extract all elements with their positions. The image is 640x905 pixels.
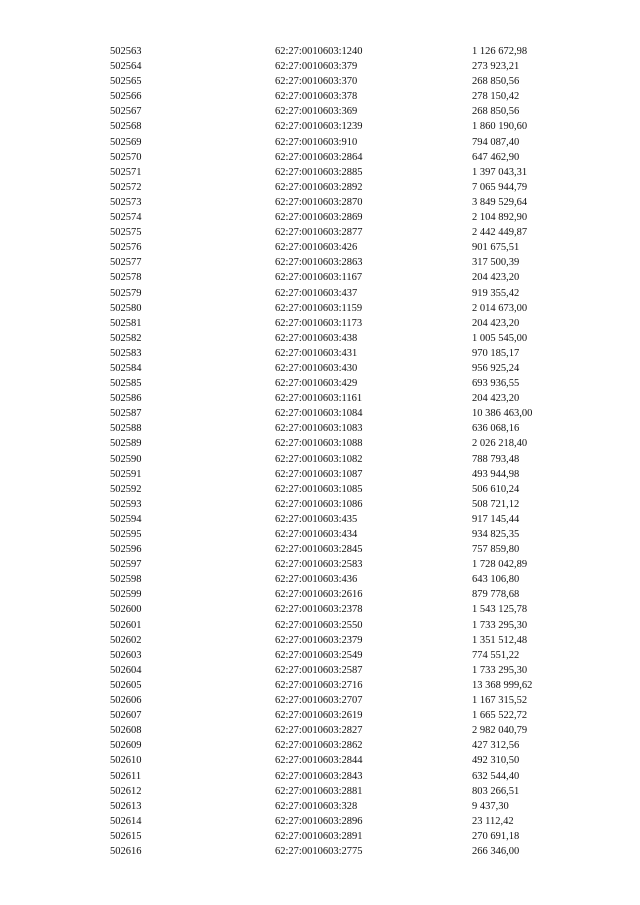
cadastral-value: 2 442 449,87: [472, 227, 528, 239]
cadastral-value: 204 423,20: [472, 317, 520, 329]
row-number: 502610: [110, 755, 142, 767]
row-number: 502607: [110, 710, 142, 722]
cadastral-value: 774 551,22: [472, 649, 520, 661]
table-row: [0, 255, 640, 270]
cadastral-number: 62:27:0010603:1173: [275, 317, 363, 329]
row-number: 502604: [110, 664, 142, 676]
row-number: 502584: [110, 362, 142, 374]
cadastral-value: 2 982 040,79: [472, 725, 528, 737]
cadastral-number: 62:27:0010603:2707: [275, 695, 363, 707]
cadastral-number: 62:27:0010603:1239: [275, 121, 363, 133]
table-row: [0, 270, 640, 285]
cadastral-value: 1 733 295,30: [472, 664, 528, 676]
cadastral-number: 62:27:0010603:2863: [275, 257, 363, 269]
row-number: 502568: [110, 121, 142, 133]
table-row: [0, 663, 640, 678]
cadastral-number: 62:27:0010603:2862: [275, 740, 363, 752]
cadastral-number: 62:27:0010603:1087: [275, 468, 363, 480]
row-number: 502565: [110, 76, 142, 88]
cadastral-number: 62:27:0010603:430: [275, 362, 358, 374]
cadastral-number: 62:27:0010603:437: [275, 287, 358, 299]
cadastral-number: 62:27:0010603:2891: [275, 830, 363, 842]
row-number: 502590: [110, 453, 142, 465]
row-number: 502573: [110, 196, 142, 208]
table-row: [0, 753, 640, 768]
row-number: 502609: [110, 740, 142, 752]
row-number: 502588: [110, 423, 142, 435]
table-row: [0, 195, 640, 210]
cadastral-number: 62:27:0010603:2892: [275, 181, 363, 193]
row-number: 502576: [110, 242, 142, 254]
table-row: [0, 829, 640, 844]
cadastral-value: 643 106,80: [472, 574, 520, 586]
cadastral-number: 62:27:0010603:2716: [275, 679, 363, 691]
cadastral-number: 62:27:0010603:370: [275, 76, 358, 88]
table-row: [0, 301, 640, 316]
row-number: 502585: [110, 378, 142, 390]
cadastral-number: 62:27:0010603:1088: [275, 438, 363, 450]
row-number: 502574: [110, 212, 142, 224]
cadastral-number: 62:27:0010603:434: [275, 529, 358, 540]
row-number: 502593: [110, 498, 142, 510]
cadastral-value: 803 266,51: [472, 785, 520, 797]
table-row: [0, 104, 640, 119]
table-row: [0, 165, 640, 180]
table-row: [0, 587, 640, 602]
table-row: [0, 346, 640, 361]
cadastral-number: 62:27:0010603:378: [275, 91, 358, 103]
cadastral-number: 62:27:0010603:2881: [275, 785, 363, 797]
row-number: 502598: [110, 574, 142, 586]
row-number: 502615: [110, 830, 142, 842]
cadastral-number: 62:27:0010603:2827: [275, 725, 363, 737]
cadastral-number: 62:27:0010603:910: [275, 136, 358, 148]
table-row: [0, 678, 640, 693]
cadastral-value: 10 386 463,00: [472, 408, 533, 420]
cadastral-number: 62:27:0010603:1159: [275, 302, 363, 314]
row-number: 502572: [110, 181, 142, 193]
row-number: 502608: [110, 725, 142, 737]
cadastral-value: 632 544,40: [472, 770, 520, 782]
row-number: 502614: [110, 815, 142, 827]
cadastral-number: 62:27:0010603:426: [275, 242, 358, 254]
cadastral-value: 919 355,42: [472, 287, 520, 299]
cadastral-number: 62:27:0010603:1082: [275, 453, 363, 465]
row-number: 502564: [110, 61, 142, 73]
table-row: [0, 799, 640, 814]
cadastral-number: 62:27:0010603:435: [275, 513, 358, 525]
cadastral-number: 62:27:0010603:436: [275, 574, 358, 586]
cadastral-value: 273 923,21: [472, 61, 520, 73]
row-number: 502583: [110, 347, 142, 359]
cadastral-value: 2 104 892,90: [472, 212, 528, 224]
cadastral-value: 270 691,18: [472, 830, 520, 842]
cadastral-value: 1 860 190,60: [472, 121, 528, 133]
row-number: 502612: [110, 785, 142, 797]
cadastral-value: 1 543 125,78: [472, 604, 528, 616]
cadastral-number: 62:27:0010603:2587: [275, 664, 363, 676]
table-row: [0, 708, 640, 723]
row-number: 502586: [110, 393, 142, 405]
cadastral-number: 62:27:0010603:1083: [275, 423, 363, 435]
table-row: [0, 648, 640, 663]
row-number: 502582: [110, 332, 142, 344]
table-row: [0, 572, 640, 587]
cadastral-value: 508 721,12: [472, 498, 520, 510]
table-row: [0, 361, 640, 376]
cadastral-value: 794 087,40: [472, 136, 520, 148]
cadastral-value: 1 005 545,00: [472, 332, 528, 344]
row-number: 502611: [110, 770, 142, 782]
table-row: [0, 497, 640, 512]
cadastral-number: 62:27:0010603:2870: [275, 196, 363, 208]
row-number: 502567: [110, 106, 142, 118]
cadastral-number: 62:27:0010603:2843: [275, 770, 363, 782]
cadastral-number: 62:27:0010603:2550: [275, 619, 363, 631]
row-number: 502605: [110, 679, 142, 691]
cadastral-value: 956 925,24: [472, 362, 520, 374]
cadastral-value: 879 778,68: [472, 589, 520, 601]
cadastral-value: 506 610,24: [472, 483, 520, 495]
row-number: 502587: [110, 408, 142, 420]
cadastral-value: 7 065 944,79: [472, 181, 528, 193]
table-row: [0, 814, 640, 829]
cadastral-value: 917 145,44: [472, 513, 520, 525]
row-number: 502602: [110, 634, 142, 646]
table-row: [0, 618, 640, 633]
table-row: [0, 527, 640, 542]
table-row: [0, 150, 640, 165]
row-number: 502599: [110, 589, 142, 601]
cadastral-number: 62:27:0010603:2549: [275, 649, 363, 661]
table-row: [0, 467, 640, 482]
row-number: 502603: [110, 649, 142, 661]
cadastral-number: 62:27:0010603:2616: [275, 589, 363, 601]
row-number: 502575: [110, 227, 142, 239]
cadastral-number: 62:27:0010603:2896: [275, 815, 363, 827]
row-number: 502600: [110, 604, 142, 616]
row-number: 502581: [110, 317, 142, 329]
row-number: 502578: [110, 272, 142, 284]
cadastral-value: 204 423,20: [472, 272, 520, 284]
table-row: [0, 452, 640, 467]
table-row: [0, 784, 640, 799]
cadastral-value: 13 368 999,62: [472, 679, 533, 691]
cadastral-value: 492 310,50: [472, 755, 520, 767]
table-row: [0, 286, 640, 301]
table-row: [0, 74, 640, 89]
table-row: [0, 436, 640, 451]
cadastral-number: 62:27:0010603:431: [275, 347, 358, 359]
table-row: [0, 331, 640, 346]
cadastral-number: 62:27:0010603:2877: [275, 227, 363, 239]
cadastral-number: 62:27:0010603:1240: [275, 46, 363, 57]
table-row: [0, 240, 640, 255]
row-number: 502595: [110, 529, 142, 540]
cadastral-number: 62:27:0010603:2619: [275, 710, 363, 722]
table-row: [0, 119, 640, 134]
cadastral-number: 62:27:0010603:1086: [275, 498, 363, 510]
row-number: 502591: [110, 468, 142, 480]
cadastral-value: 266 346,00: [472, 845, 520, 857]
cadastral-number: 62:27:0010603:1084: [275, 408, 363, 420]
cadastral-value: 1 665 522,72: [472, 710, 528, 722]
table-row: [0, 210, 640, 225]
cadastral-value: 278 150,42: [472, 91, 520, 103]
cadastral-number: 62:27:0010603:2864: [275, 151, 363, 163]
cadastral-number: 62:27:0010603:328: [275, 800, 358, 812]
table-row: [0, 482, 640, 497]
cadastral-value: 268 850,56: [472, 76, 520, 88]
table-row: [0, 738, 640, 753]
cadastral-value: 934 825,35: [472, 529, 520, 540]
table-row: [0, 316, 640, 331]
cadastral-value: 2 026 218,40: [472, 438, 528, 450]
table-row: [0, 633, 640, 648]
row-number: 502579: [110, 287, 142, 299]
cadastral-value: 647 462,90: [472, 151, 520, 163]
cadastral-value: 9 437,30: [472, 800, 509, 812]
cadastral-value: 2 014 673,00: [472, 302, 528, 314]
cadastral-value: 23 112,42: [472, 815, 514, 827]
cadastral-value: 1 397 043,31: [472, 166, 528, 178]
cadastral-number: 62:27:0010603:2869: [275, 212, 363, 224]
table-row: [0, 135, 640, 150]
table-row: [0, 89, 640, 104]
cadastral-value: 788 793,48: [472, 453, 520, 465]
cadastral-value: 970 185,17: [472, 347, 520, 359]
cadastral-value: 1 167 315,52: [472, 695, 528, 707]
row-number: 502597: [110, 559, 142, 571]
cadastral-number: 62:27:0010603:438: [275, 332, 358, 344]
row-number: 502577: [110, 257, 142, 269]
row-number: 502606: [110, 695, 142, 707]
table-row: [0, 391, 640, 406]
row-number: 502566: [110, 91, 142, 103]
cadastral-value: 1 733 295,30: [472, 619, 528, 631]
table-row: [0, 723, 640, 738]
cadastral-number: 62:27:0010603:2583: [275, 559, 363, 571]
row-number: 502616: [110, 845, 142, 857]
cadastral-number: 62:27:0010603:2378: [275, 604, 363, 616]
table-row: [0, 512, 640, 527]
row-number: 502570: [110, 151, 142, 163]
table-row: [0, 602, 640, 617]
row-number: 502571: [110, 166, 142, 178]
cadastral-value: 427 312,56: [472, 740, 520, 752]
table-row: [0, 844, 640, 859]
row-number: 502563: [110, 46, 142, 57]
cadastral-value: 1 351 512,48: [472, 634, 528, 646]
cadastral-value: 757 859,80: [472, 544, 520, 556]
table-row: [0, 557, 640, 572]
table-row: [0, 406, 640, 421]
table-row: [0, 421, 640, 436]
cadastral-value: 901 675,51: [472, 242, 520, 254]
row-number: 502613: [110, 800, 142, 812]
cadastral-number: 62:27:0010603:1167: [275, 272, 363, 284]
cadastral-value: 204 423,20: [472, 393, 520, 405]
cadastral-value: 3 849 529,64: [472, 196, 528, 208]
table-row: [0, 225, 640, 240]
cadastral-number: 62:27:0010603:429: [275, 378, 358, 390]
row-number: 502580: [110, 302, 142, 314]
row-number: 502594: [110, 513, 142, 525]
cadastral-number: 62:27:0010603:1085: [275, 483, 363, 495]
cadastral-number: 62:27:0010603:2379: [275, 634, 363, 646]
document-table: [0, 44, 640, 859]
row-number: 502589: [110, 438, 142, 450]
cadastral-number: 62:27:0010603:369: [275, 106, 358, 118]
table-row: [0, 44, 640, 59]
cadastral-number: 62:27:0010603:2775: [275, 845, 363, 857]
cadastral-number: 62:27:0010603:2844: [275, 755, 363, 767]
cadastral-value: 1 728 042,89: [472, 559, 528, 571]
cadastral-number: 62:27:0010603:2885: [275, 166, 363, 178]
cadastral-number: 62:27:0010603:1161: [275, 393, 363, 405]
cadastral-value: 268 850,56: [472, 106, 520, 118]
cadastral-number: 62:27:0010603:379: [275, 61, 358, 73]
table-row: [0, 542, 640, 557]
cadastral-value: 493 944,98: [472, 468, 520, 480]
row-number: 502601: [110, 619, 142, 631]
cadastral-value: 636 068,16: [472, 423, 520, 435]
cadastral-value: 1 126 672,98: [472, 46, 528, 57]
row-number: 502592: [110, 483, 142, 495]
table-row: [0, 769, 640, 784]
row-number: 502596: [110, 544, 142, 556]
cadastral-number: 62:27:0010603:2845: [275, 544, 363, 556]
table-row: [0, 376, 640, 391]
row-number: 502569: [110, 136, 142, 148]
table-row: [0, 693, 640, 708]
table-row: [0, 59, 640, 74]
cadastral-value: 693 936,55: [472, 378, 520, 390]
table-row: [0, 180, 640, 195]
cadastral-value: 317 500,39: [472, 257, 520, 269]
